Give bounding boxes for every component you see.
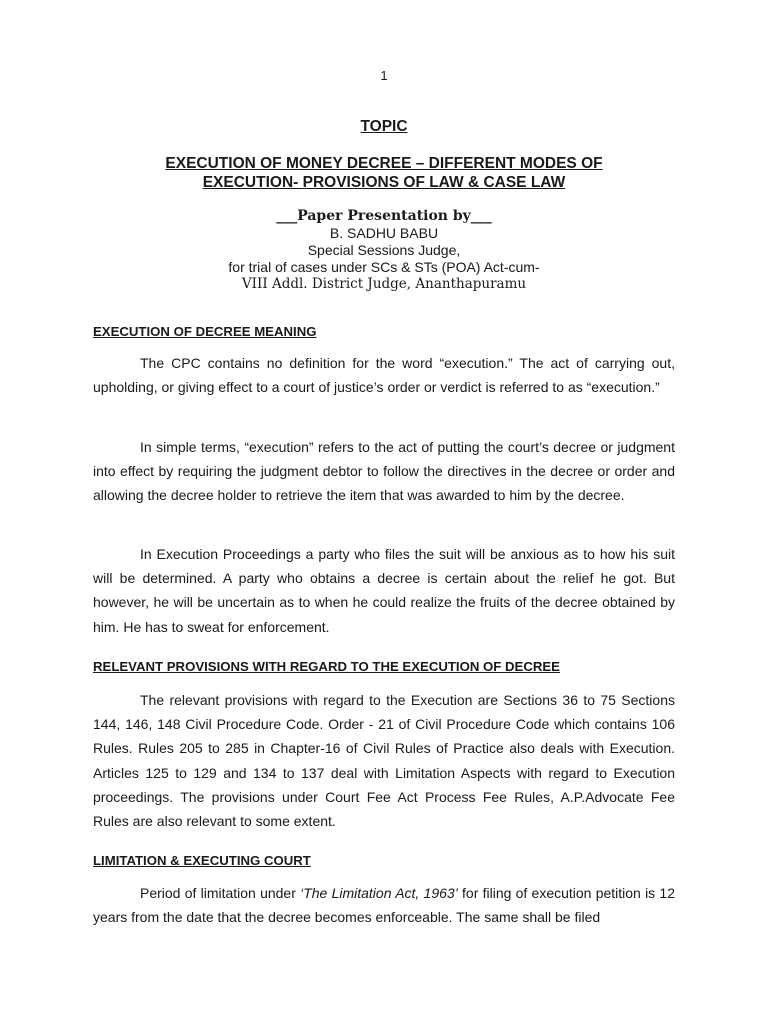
paragraph-meaning-2: In simple terms, “execution” refers to the act of putting the court’s decree or judgment into effect by requiring the judgment debtor to follow the directives in the decree or order and allowing the decree holder to retrieve the item that was awarded to him by the decree.: [93, 439, 675, 504]
presenter-court: for trial of cases under SCs & STs (POA) Act-cum-: [228, 259, 540, 275]
section-heading-meaning: EXECUTION OF DECREE MEANING: [93, 324, 317, 339]
page-number: 1: [380, 68, 388, 83]
limitation-text-before: Period of limitation under: [140, 885, 301, 901]
presentation-by: ___Paper Presentation by___: [276, 208, 492, 224]
paragraph-provisions: The relevant provisions with regard to the Execution are Sections 36 to 75 Sections 144, 146, 148 Civil Procedure Code. Order - 21 of Civil Procedure Code which contains 106 Rules. Rules 205 to 285 in Chapter-16 of Civil Rules of Practice also deals with Execution. Articles 125 to 129 and 134 to 137 deal with Limitation Aspects with regard to Execution proceedings. The provisions under Court Fee Act Process Fee Rules, A.P.Advocate Fee Rules are also relevant to some extent.: [93, 692, 675, 830]
presenter-district: VIII Addl. District Judge, Ananthapuramu: [241, 276, 527, 292]
limitation-heading-text: LIMITATION & EXECUTING COURT: [93, 853, 311, 868]
document-title: [0, 154, 768, 192]
topic-heading: TOPIC: [360, 118, 408, 135]
limitation-act-citation: ‘The Limitation Act, 1963’: [300, 885, 458, 901]
paragraph-meaning-3: In Execution Proceedings a party who files the suit will be anxious as to how his suit will be determined. A party who obtains a decree is certain about the relief he got. But however, he will be uncertain as to when he could realize the fruits of the decree obtained by him. He has to sweat for enforcement.: [93, 546, 675, 635]
limitation-text-after: for filing of execution petition is 12 years from the date that the decree becomes enforceable. The same shall be filed: [93, 885, 675, 926]
presenter-block: [0, 208, 768, 293]
paragraph-limitation: [93, 881, 675, 929]
title-line-1: EXECUTION OF MONEY DECREE – DIFFERENT MODES OF: [165, 155, 603, 172]
title-line-2: EXECUTION- PROVISIONS OF LAW & CASE LAW: [202, 174, 566, 191]
presenter-designation: Special Sessions Judge,: [307, 242, 461, 258]
paragraph-meaning-1: The CPC contains no definition for the word “execution.” The act of carrying out, upholding, or giving effect to a court of justice’s order or verdict is referred to as “execution.”: [93, 355, 675, 396]
section-heading-limitation: [93, 853, 311, 868]
section-heading-provisions: RELEVANT PROVISIONS WITH REGARD TO THE EXECUTION OF DECREE: [93, 659, 560, 674]
presenter-name: B. SADHU BABU: [329, 225, 439, 241]
